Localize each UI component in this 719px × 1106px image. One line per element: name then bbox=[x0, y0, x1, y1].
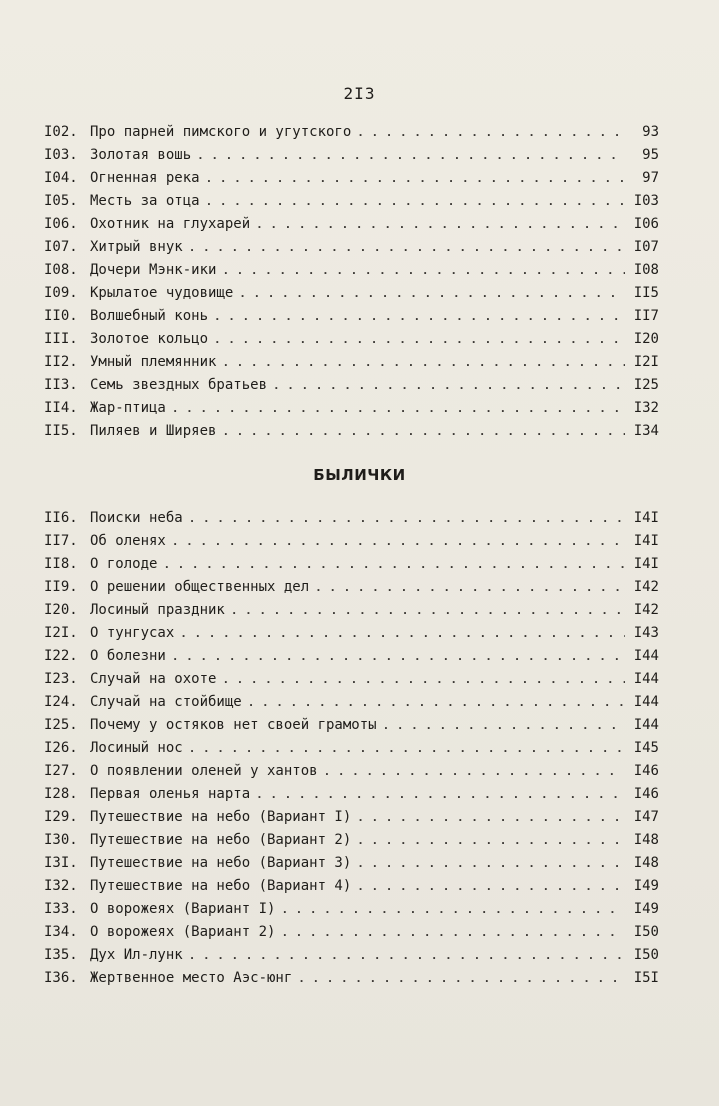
toc-entry-number: II6. bbox=[44, 510, 78, 526]
toc-entry-page: I47 bbox=[633, 809, 659, 825]
toc-entry-page: I03 bbox=[633, 193, 659, 209]
toc-entry-page: 95 bbox=[642, 147, 659, 163]
toc-entry-title: О решении общественных дел bbox=[90, 579, 310, 595]
toc-entry-number: I09. bbox=[44, 285, 78, 301]
toc-entry-title: Случай на охоте bbox=[90, 671, 217, 687]
toc-entry bbox=[44, 898, 659, 921]
toc-entry bbox=[44, 737, 659, 760]
toc-entry-number: I25. bbox=[44, 717, 78, 733]
dot-leader bbox=[222, 668, 625, 691]
toc-entry bbox=[44, 829, 659, 852]
toc-entry bbox=[44, 760, 659, 783]
dot-leader bbox=[281, 898, 625, 921]
toc-entry-page: I08 bbox=[633, 262, 659, 278]
toc-entry-page: I48 bbox=[633, 855, 659, 871]
toc-entry-page: 93 bbox=[642, 124, 659, 140]
toc-entry-page: I32 bbox=[633, 400, 659, 416]
toc-entry-title: Поиски неба bbox=[90, 510, 183, 526]
toc-entry-page: I43 bbox=[633, 625, 659, 641]
toc-entry-title: Об оленях bbox=[90, 533, 166, 549]
toc-entry-page: I07 bbox=[633, 239, 659, 255]
toc-entry-number: I22. bbox=[44, 648, 78, 664]
toc-entry-page: I4I bbox=[633, 510, 659, 526]
toc-entry bbox=[44, 576, 659, 599]
toc-entry bbox=[44, 213, 659, 236]
dot-leader bbox=[222, 351, 625, 374]
dot-leader bbox=[324, 760, 625, 783]
toc-entry-number: II8. bbox=[44, 556, 78, 572]
toc-entry-title: Умный племянник bbox=[90, 354, 217, 370]
dot-leader bbox=[189, 236, 625, 259]
toc-entry bbox=[44, 622, 659, 645]
toc-entry-title: Лосиный нос bbox=[90, 740, 183, 756]
dot-leader bbox=[357, 852, 625, 875]
dot-leader bbox=[180, 622, 625, 645]
toc-entry-title: Охотник на глухарей bbox=[90, 216, 251, 232]
toc-entry-title: Дух Ил-лунк bbox=[90, 947, 183, 963]
toc-entry-title: Путешествие на небо (Вариант 3) bbox=[90, 855, 352, 871]
toc-entry-number: I03. bbox=[44, 147, 78, 163]
toc-list-bylichki bbox=[44, 507, 659, 990]
toc-entry-number: I26. bbox=[44, 740, 78, 756]
toc-entry-number: I20. bbox=[44, 602, 78, 618]
toc-entry-page: I44 bbox=[633, 671, 659, 687]
dot-leader bbox=[172, 530, 625, 553]
dot-leader bbox=[172, 645, 625, 668]
toc-entry-number: I32. bbox=[44, 878, 78, 894]
toc-entry-title: Золотое кольцо bbox=[90, 331, 209, 347]
toc-entry-title: О голоде bbox=[90, 556, 158, 572]
toc-entry-number: III. bbox=[44, 331, 78, 347]
dot-leader bbox=[256, 213, 625, 236]
toc-entry-number: I24. bbox=[44, 694, 78, 710]
toc-entry-title: Волшебный конь bbox=[90, 308, 209, 324]
toc-entry-page: I2I bbox=[633, 354, 659, 370]
toc-entry-title: Путешествие на небо (Вариант I) bbox=[90, 809, 352, 825]
toc-entry bbox=[44, 553, 659, 576]
toc-entry-number: I05. bbox=[44, 193, 78, 209]
toc-entry-number: I3I. bbox=[44, 855, 78, 871]
dot-leader bbox=[383, 714, 625, 737]
toc-entry-page: II5 bbox=[633, 285, 659, 301]
dot-leader bbox=[281, 921, 625, 944]
dot-leader bbox=[172, 397, 625, 420]
toc-entry-page: II7 bbox=[633, 308, 659, 324]
toc-entry-title: О тунгусах bbox=[90, 625, 175, 641]
toc-entry-number: I34. bbox=[44, 924, 78, 940]
toc-entry-title: О ворожеях (Вариант 2) bbox=[90, 924, 276, 940]
toc-entry-title: О ворожеях (Вариант I) bbox=[90, 901, 276, 917]
dot-leader bbox=[189, 737, 625, 760]
section-heading: БЫЛИЧКИ bbox=[313, 466, 406, 484]
toc-entry bbox=[44, 420, 659, 443]
dot-leader bbox=[256, 783, 625, 806]
toc-entry-number: I28. bbox=[44, 786, 78, 802]
toc-entry-page: I5I bbox=[633, 970, 659, 986]
toc-entry-number: I04. bbox=[44, 170, 78, 186]
dot-leader bbox=[298, 967, 625, 990]
toc-entry-page: I50 bbox=[633, 947, 659, 963]
toc-entry-page: I46 bbox=[633, 786, 659, 802]
toc-entry-title: Первая оленья нарта bbox=[90, 786, 251, 802]
dot-leader bbox=[206, 167, 625, 190]
toc-entry-title: О болезни bbox=[90, 648, 166, 664]
dot-leader bbox=[231, 599, 625, 622]
dot-leader bbox=[197, 144, 625, 167]
toc-entry-page: 97 bbox=[642, 170, 659, 186]
toc-entry-title: Огненная река bbox=[90, 170, 200, 186]
toc-entry-page: I46 bbox=[633, 763, 659, 779]
toc-entry bbox=[44, 783, 659, 806]
toc-entry-number: I36. bbox=[44, 970, 78, 986]
toc-entry bbox=[44, 852, 659, 875]
toc-entry-number: II9. bbox=[44, 579, 78, 595]
dot-leader bbox=[214, 305, 625, 328]
toc-entry bbox=[44, 921, 659, 944]
toc-entry bbox=[44, 121, 659, 144]
toc-entry-number: I30. bbox=[44, 832, 78, 848]
dot-leader bbox=[248, 691, 625, 714]
toc-entry bbox=[44, 167, 659, 190]
toc-entry bbox=[44, 236, 659, 259]
toc-entry bbox=[44, 328, 659, 351]
toc-entry-page: I49 bbox=[633, 878, 659, 894]
toc-entry bbox=[44, 190, 659, 213]
dot-leader bbox=[189, 944, 625, 967]
toc-entry-page: I42 bbox=[633, 602, 659, 618]
toc-entry-number: I02. bbox=[44, 124, 78, 140]
toc-entry-page: I4I bbox=[633, 533, 659, 549]
toc-entry-title: Почему у остяков нет своей грамоты bbox=[90, 717, 377, 733]
toc-entry bbox=[44, 967, 659, 990]
toc-entry bbox=[44, 282, 659, 305]
dot-leader bbox=[214, 328, 625, 351]
dot-leader bbox=[315, 576, 625, 599]
toc-entry-title: Жар-птица bbox=[90, 400, 166, 416]
toc-entry-page: I06 bbox=[633, 216, 659, 232]
toc-entry-number: I23. bbox=[44, 671, 78, 687]
toc-entry bbox=[44, 397, 659, 420]
toc-entry-page: I25 bbox=[633, 377, 659, 393]
toc-entry-page: I42 bbox=[633, 579, 659, 595]
toc-entry-title: Золотая вошь bbox=[90, 147, 192, 163]
toc-entry-number: I07. bbox=[44, 239, 78, 255]
toc-entry-page: I4I bbox=[633, 556, 659, 572]
toc-entry-title: Про парней пимского и угутского bbox=[90, 124, 352, 140]
toc-entry-number: II0. bbox=[44, 308, 78, 324]
dot-leader bbox=[222, 420, 625, 443]
toc-entry bbox=[44, 259, 659, 282]
toc-entry bbox=[44, 144, 659, 167]
toc-list-tales bbox=[44, 121, 659, 443]
toc-entry-title: Лосиный праздник bbox=[90, 602, 225, 618]
dot-leader bbox=[357, 875, 625, 898]
toc-entry bbox=[44, 374, 659, 397]
toc-entry bbox=[44, 668, 659, 691]
toc-entry-title: О появлении оленей у хантов bbox=[90, 763, 318, 779]
toc-entry-title: Путешествие на небо (Вариант 2) bbox=[90, 832, 352, 848]
toc-entry-page: I44 bbox=[633, 717, 659, 733]
toc-entry bbox=[44, 645, 659, 668]
toc-entry-title: Месть за отца bbox=[90, 193, 200, 209]
toc-entry-number: I2I. bbox=[44, 625, 78, 641]
dot-leader bbox=[239, 282, 625, 305]
dot-leader bbox=[357, 806, 625, 829]
dot-leader bbox=[206, 190, 625, 213]
toc-entry-title: Пиляев и Ширяев bbox=[90, 423, 217, 439]
toc-entry bbox=[44, 714, 659, 737]
toc-entry-title: Семь звездных братьев bbox=[90, 377, 268, 393]
toc-entry-number: II5. bbox=[44, 423, 78, 439]
toc-entry-title: Случай на стойбище bbox=[90, 694, 242, 710]
toc-entry-number: II3. bbox=[44, 377, 78, 393]
toc-entry bbox=[44, 599, 659, 622]
toc-entry-page: I45 bbox=[633, 740, 659, 756]
dot-leader bbox=[357, 829, 625, 852]
toc-entry bbox=[44, 305, 659, 328]
toc-entry-page: I49 bbox=[633, 901, 659, 917]
toc-entry bbox=[44, 691, 659, 714]
toc-entry bbox=[44, 351, 659, 374]
toc-entry-title: Жертвенное место Аэс-юнг bbox=[90, 970, 293, 986]
toc-entry-page: I44 bbox=[633, 694, 659, 710]
toc-entry-title: Дочери Мэнк-ики bbox=[90, 262, 217, 278]
dot-leader bbox=[357, 121, 625, 144]
toc-entry-number: I33. bbox=[44, 901, 78, 917]
toc-entry-title: Крылатое чудовище bbox=[90, 285, 234, 301]
dot-leader bbox=[163, 553, 625, 576]
toc-entry bbox=[44, 530, 659, 553]
dot-leader bbox=[222, 259, 625, 282]
toc-entry bbox=[44, 944, 659, 967]
toc-entry-number: I08. bbox=[44, 262, 78, 278]
toc-entry-title: Хитрый внук bbox=[90, 239, 183, 255]
toc-entry bbox=[44, 806, 659, 829]
toc-entry bbox=[44, 875, 659, 898]
toc-entry-number: II2. bbox=[44, 354, 78, 370]
toc-entry-number: II4. bbox=[44, 400, 78, 416]
dot-leader bbox=[273, 374, 625, 397]
dot-leader bbox=[189, 507, 625, 530]
toc-entry-number: I29. bbox=[44, 809, 78, 825]
toc-entry-page: I20 bbox=[633, 331, 659, 347]
toc-entry-title: Путешествие на небо (Вариант 4) bbox=[90, 878, 352, 894]
toc-entry-page: I34 bbox=[633, 423, 659, 439]
toc-entry-number: II7. bbox=[44, 533, 78, 549]
page-number: 2I3 bbox=[343, 84, 376, 103]
toc-entry-number: I35. bbox=[44, 947, 78, 963]
toc-entry-number: I06. bbox=[44, 216, 78, 232]
toc-entry bbox=[44, 507, 659, 530]
toc-entry-page: I44 bbox=[633, 648, 659, 664]
toc-entry-number: I27. bbox=[44, 763, 78, 779]
toc-entry-page: I50 bbox=[633, 924, 659, 940]
toc-entry-page: I48 bbox=[633, 832, 659, 848]
